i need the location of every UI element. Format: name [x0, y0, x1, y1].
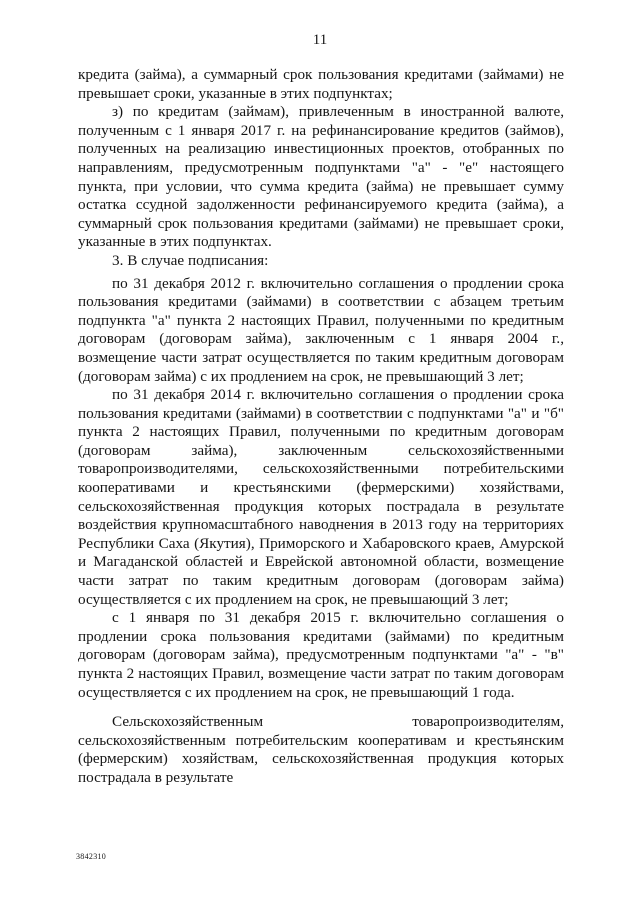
paragraph-producers: Сельскохозяйственным товаропроизводителям, сельскохозяйственным потребительским кооперативам и крестьянским (фермерским) хозяйствам, сельскохозяйственная продукция которых пострадала в результате: [78, 713, 564, 786]
document-body: [78, 66, 564, 788]
paragraph-2012: по 31 декабря 2012 г. включительно соглашения о продлении срока пользования кредитами (займами) в соответствии с абзацем третьим подпункта "а" пункта 2 настоящих Правил, полученными по кредитным договорам (договорам займа), заключенным с 1 января 2004 г., возмещение части затрат осуществляется по таким кредитным договорам (договорам займа) с их продлением на срок, не превышающий 3 лет;: [78, 274, 564, 385]
paragraph-2014: по 31 декабря 2014 г. включительно соглашения о продлении срока пользования кредитами (займами) в соответствии с подпунктами "а" и "б" пункта 2 настоящих Правил, полученными по кредитным договорам (договорам займа), заключенным сельскохозяйственными товаропроизводителями, сельскохозяйственными потребительскими кооперативами и крестьянскими (фермерскими) хозяйствами, сельскохозяйственная продукция которых пострадала в результате воздействия крупномасштабного наводнения в 2013 году на территориях Республики Саха (Якутия), Приморского и Хабаровского краев, Амурской и Магаданской областей и Еврейской автономной области, возмещение части затрат по таким кредитным договорам (договорам займа) осуществляется с их продлением на срок, не превышающий 3 лет;: [78, 386, 564, 608]
paragraph-subitem-z: з) по кредитам (займам), привлеченным в иностранной валюте, полученным с 1 января 2017 г. на рефинансирование кредитов (займов), полученных на реализацию инвестиционных проектов, отобранных по направлениям, предусмотренным подпунктами "а" - "е" настоящего пункта, при условии, что сумма кредита (займа) не превышает сумму остатка ссудной задолженности рефинансируемого кредита (займа), а суммарный срок пользования кредитами (займами) не превышает сроки, указанные в этих подпунктах.: [78, 103, 564, 251]
document-code: 3842310: [76, 852, 107, 861]
page-number: 11: [312, 32, 328, 48]
paragraph-item-3-heading: 3. В случае подписания:: [112, 251, 269, 269]
paragraph-continuation: кредита (займа), а суммарный срок пользования кредитами (займами) не превышает сроки, указанные в этих подпунктах;: [78, 66, 564, 102]
paragraph-2015: с 1 января по 31 декабря 2015 г. включительно соглашения о продлении срока пользования кредитами (займами) по кредитным договорам (договорам займа), предусмотренным подпунктами "а" - "в" пункта 2 настоящих Правил, возмещение части затрат по таким договорам осуществляется с их продлением на срок, не превышающий 1 года.: [78, 609, 564, 701]
